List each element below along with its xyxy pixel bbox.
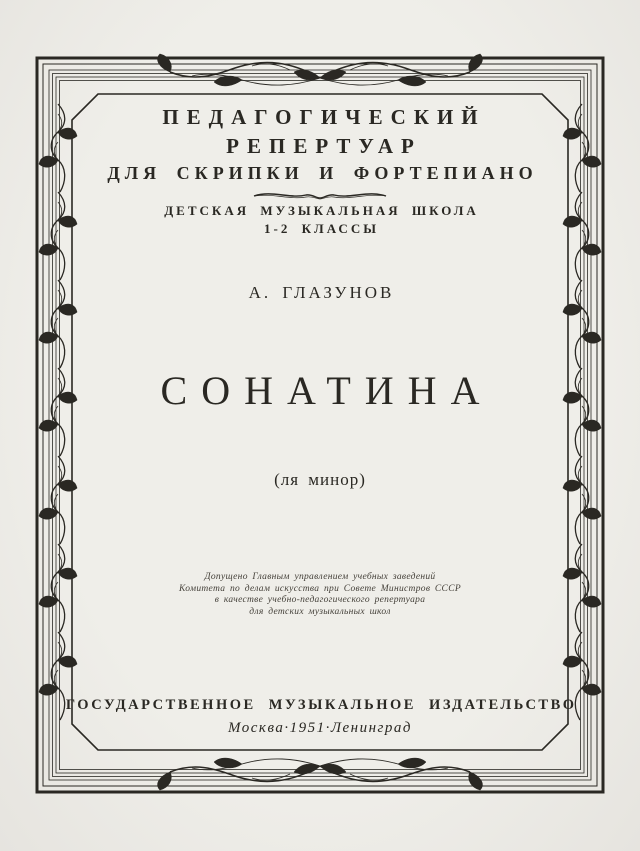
series-title-line2: РЕПЕРТУАР <box>226 134 422 158</box>
publisher-imprint: Москва·1951·Ленинград <box>227 720 412 736</box>
series-subtitle: ДЛЯ СКРИПКИ И ФОРТЕПИАНО <box>107 163 538 183</box>
approval-note <box>0 572 640 618</box>
work-title: СОНАТИНА <box>160 368 494 413</box>
approval-line4: для детских музыкальных школ <box>249 606 391 617</box>
school-line: ДЕТСКАЯ МУЗЫКАЛЬНАЯ ШКОЛА <box>164 203 479 218</box>
publisher-name: ГОСУДАРСТВЕННОЕ МУЗЫКАЛЬНОЕ ИЗДАТЕЛЬСТВО <box>65 697 577 713</box>
composer-name: А. ГЛАЗУНОВ <box>248 283 395 302</box>
approval-line3: в качестве учебно-педагогического репертуара <box>214 595 426 605</box>
grades-line: 1-2 КЛАССЫ <box>264 221 379 236</box>
approval-line2: Комитета по делам искусства при Совете Министров СССР <box>179 583 461 594</box>
bottom-flourish-ornament <box>158 758 483 790</box>
work-key-subtitle: (ля минор) <box>274 470 366 489</box>
approval-line1: Допущено Главным управлением учебных заведений <box>204 572 436 582</box>
series-title-line1: ПЕДАГОГИЧЕСКИЙ <box>162 105 486 129</box>
